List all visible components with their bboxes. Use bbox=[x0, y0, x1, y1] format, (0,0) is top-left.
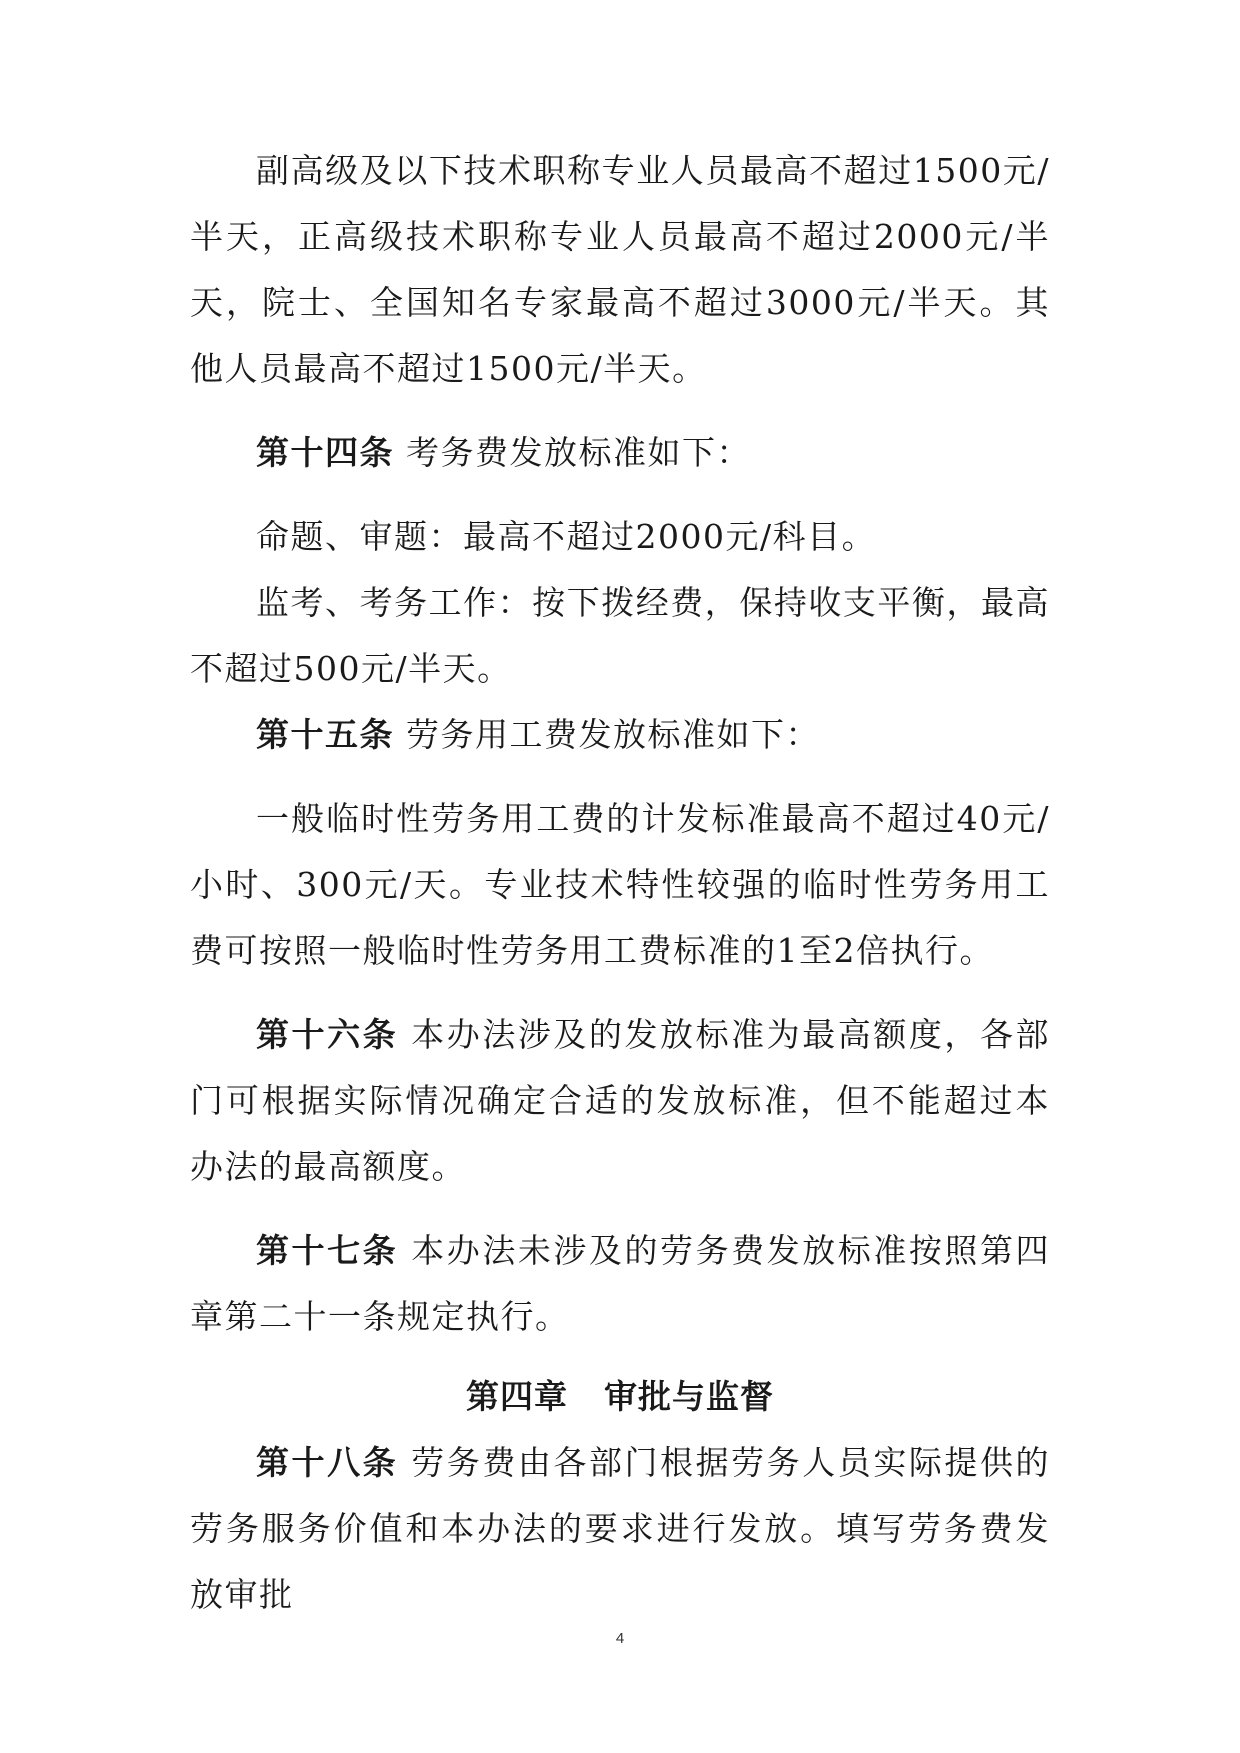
body-text bbox=[190, 138, 1050, 1628]
article-16-label: 第十六条 bbox=[256, 1015, 399, 1054]
paragraph-labor-fee: 一般临时性劳务用工费的计发标准最高不超过40元/小时、300元/天。专业技术特性较强的临时性劳务用工费可按照一般临时性劳务用工费标准的1至2倍执行。 bbox=[190, 799, 1050, 970]
article-14-label: 第十四条 bbox=[256, 433, 394, 472]
article-14 bbox=[190, 420, 1050, 486]
article-15-text: 劳务用工费发放标准如下： bbox=[394, 715, 820, 754]
page-number: 4 bbox=[615, 1630, 625, 1647]
article-18-text: 劳务费由各部门根据劳务人员实际提供的劳务服务价值和本办法的要求进行发放。填写劳务费发放审批 bbox=[190, 1443, 1050, 1614]
article-15 bbox=[190, 702, 1050, 768]
chapter-title: 审批与监督 bbox=[604, 1377, 774, 1416]
article-18-label: 第十八条 bbox=[256, 1443, 399, 1482]
article-16-text: 本办法涉及的发放标准为最高额度，各部门可根据实际情况确定合适的发放标准，但不能超过本办法的最高额度。 bbox=[190, 1015, 1050, 1186]
paragraph-exam-setting: 命题、审题：最高不超过2000元/科目。 bbox=[256, 517, 877, 556]
chapter-number: 第四章 bbox=[466, 1377, 568, 1416]
article-17 bbox=[190, 1218, 1050, 1350]
paragraph-expert-fee: 副高级及以下技术职称专业人员最高不超过1500元/半天，正高级技术职称专业人员最高不超过2000元/半天，院士、全国知名专家最高不超过3000元/半天。其他人员最高不超过1500元/半天。 bbox=[190, 151, 1050, 388]
article-17-text: 本办法未涉及的劳务费发放标准按照第四章第二十一条规定执行。 bbox=[190, 1231, 1050, 1336]
article-18 bbox=[190, 1430, 1050, 1628]
article-14-text: 考务费发放标准如下： bbox=[394, 433, 751, 472]
paragraph-invigilation: 监考、考务工作：按下拨经费，保持收支平衡，最高不超过500元/半天。 bbox=[190, 583, 1050, 688]
article-17-label: 第十七条 bbox=[256, 1231, 399, 1270]
article-16 bbox=[190, 1002, 1050, 1200]
article-15-label: 第十五条 bbox=[256, 715, 394, 754]
chapter-heading bbox=[190, 1364, 1050, 1430]
